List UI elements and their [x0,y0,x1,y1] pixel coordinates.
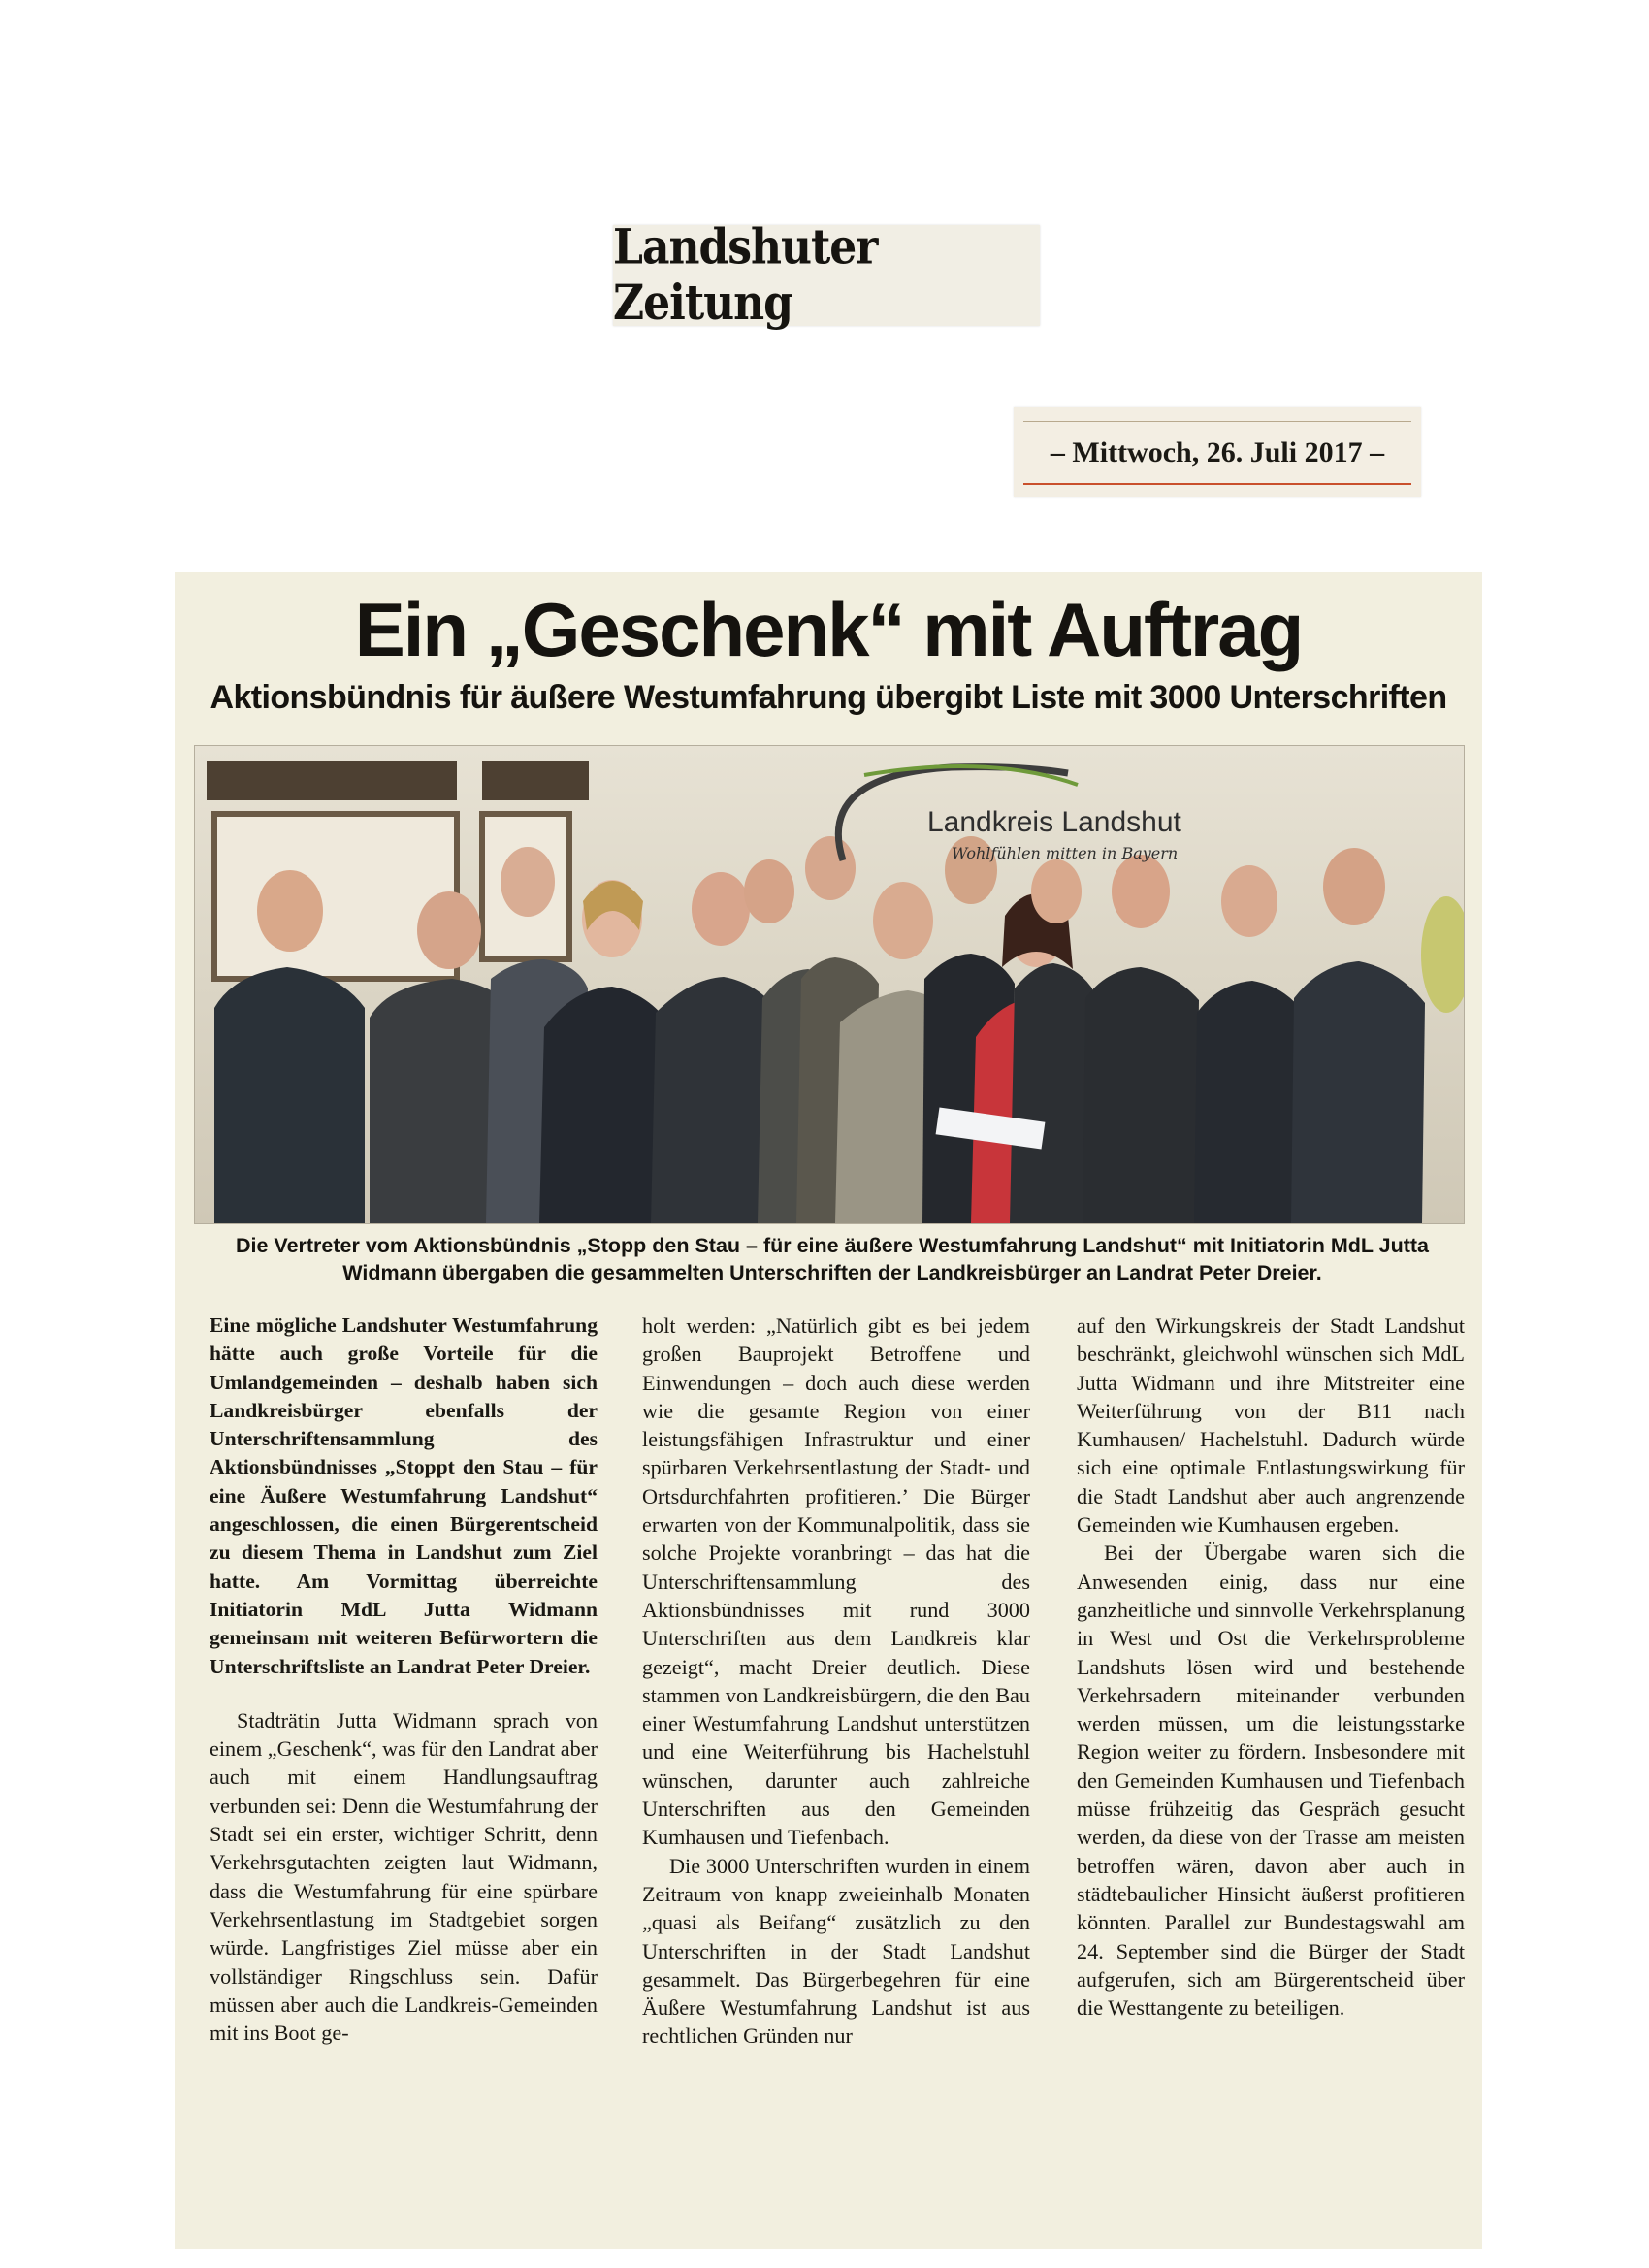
group-photo-illustration [195,746,1464,1223]
article-column-2 [642,1312,1030,2051]
article-paragraph: holt werden: „Natürlich gibt es bei jedem großen Bauprojekt Betroffene und Einwendungen – doch auch diese werden wie die gesamte Region von einer leistungsfähigen Infrastruktur und einer spürbaren Verkehrsentlastung der Stadt- und Ortsdurchfahrten profitieren.’ Die Bürger erwarten von der Kommunalpolitik, dass sie solche Projekte voranbringt – das hat die Unterschriftensammlung des Aktionsbündnisses mit rund 3000 Unterschriften aus dem Landkreis klar gezeigt“, macht Dreier deutlich. Diese stammen von Landkreisbürgern, die den Bau einer Westumfahrung Landshut unterstützen und eine Weiterführung bis Hachelstuhl wünschen, darunter auch zahlreiche Unterschriften aus den Gemeinden Kumhausen und Tiefenbach. [642,1313,1030,1850]
group-photo [194,745,1465,1224]
photo-caption: Die Vertreter vom Aktionsbündnis „Stopp den Stau – für eine äußere Westumfahrung Landshut“ mit Initiatorin MdL Jutta Widmann übergaben die gesammelten Unterschriften der Landkreisbürger an Landrat Peter Dreier. [235,1234,1429,1284]
article-lede: Eine mögliche Landshuter Westumfahrung hätte auch große Vorteile für die Umlandgemeinden – deshalb haben sich Landkreisbürger ebenfalls der Unterschriftensammlung des Aktionsbündnisses „Stoppt den Stau – für eine Äußere Westumfahrung Landshut“ angeschlossen, die einen Bürgerentscheid zu diesem Thema in Landshut zum Ziel hatte. Am Vormittag überreichte Initiatorin MdL Jutta Widmann gemeinsam mit weiteren Befürwortern die Unterschriftsliste an Landrat Peter Dreier. [210,1313,598,1678]
article-paragraph: Stadträtin Jutta Widmann sprach von einem „Geschenk“, was für den Landrat aber auch mit einem Handlungsauftrag verbunden sei: Denn die Westumfahrung der Stadt sei ein erster, wichtiger Schritt, denn Verkehrsgutachten zeigten laut Widmann, dass die Westumfahrung für eine spürbare Verkehrsentlastung im Stadtgebiet sorgen würde. Langfristiges Ziel müsse aber ein vollständiger Ringschluss sein. Dafür müssen aber auch die Landkreis-Gemeinden mit ins Boot ge- [210,1707,598,2046]
article-paragraph: Bei der Übergabe waren sich die Anwesenden einig, dass nur eine ganzheitliche und sinnvolle Verkehrsplanung in West und Ost die Verkehrsprobleme Landshuts lösen wird und bestehende Verkehrsadern miteinander verbunden werden müssen, um die leistungsstarke Region weiter zu fördern. Insbesondere mit den Gemeinden Kumhausen und Tiefenbach müsse frühzeitig das Gespräch gesucht werden, da diese von der Trasse am meisten betroffen wären, davon aber auch in städtebaulicher Hinsicht äußerst profitieren könnten. Parallel zur Bundestagswahl am 24. September sind die Bürger der Stadt aufgerufen, sich am Bürgerentscheid über die Westtangente zu beteiligen. [1077,1540,1465,2021]
dateline-rule-top [1023,421,1411,422]
newspaper-masthead: Landshuter Zeitung [613,219,878,332]
sign-title: Landkreis Landshut [927,806,1181,838]
sign-slogan: Wohlfühlen mitten in Bayern [952,844,1179,862]
article-paragraph: auf den Wirkungskreis der Stadt Landshut beschränkt, gleichwohl wünschen sich MdL Jutta Widmann und ihre Mitstreiter eine Weiterführung von der B11 nach Kumhausen/ Hachelstuhl. Dadurch würde sich eine optimale Entlastungswirkung für die Stadt Landshut aber auch angrenzende Gemeinden wie Kumhausen ergeben. [1077,1313,1465,1538]
publication-date: – Mittwoch, 26. Juli 2017 – [1050,437,1385,469]
article-subheadline: Aktionsbündnis für äußere Westumfahrung übergibt Liste mit 3000 Unterschriften [210,679,1447,716]
article-column-1 [210,1312,598,2047]
article-column-3 [1077,1312,1465,2022]
dateline-clipping [1014,407,1421,497]
article-clipping [175,572,1482,2249]
article-paragraph: Die 3000 Unterschriften wurden in einem Zeitraum von knapp zweieinhalb Monaten „quasi als Beifang“ zusätzlich zu den Unterschriften in der Stadt Landshut gesammelt. Das Bürgerbegehren für eine Äußere Westumfahrung Landshut ist aus rechtlichen Gründen nur [642,1853,1030,2049]
article-headline: Ein „Geschenk“ mit Auftrag [354,587,1303,672]
dateline-rule-bottom [1023,483,1411,485]
masthead-clipping [613,219,1040,332]
